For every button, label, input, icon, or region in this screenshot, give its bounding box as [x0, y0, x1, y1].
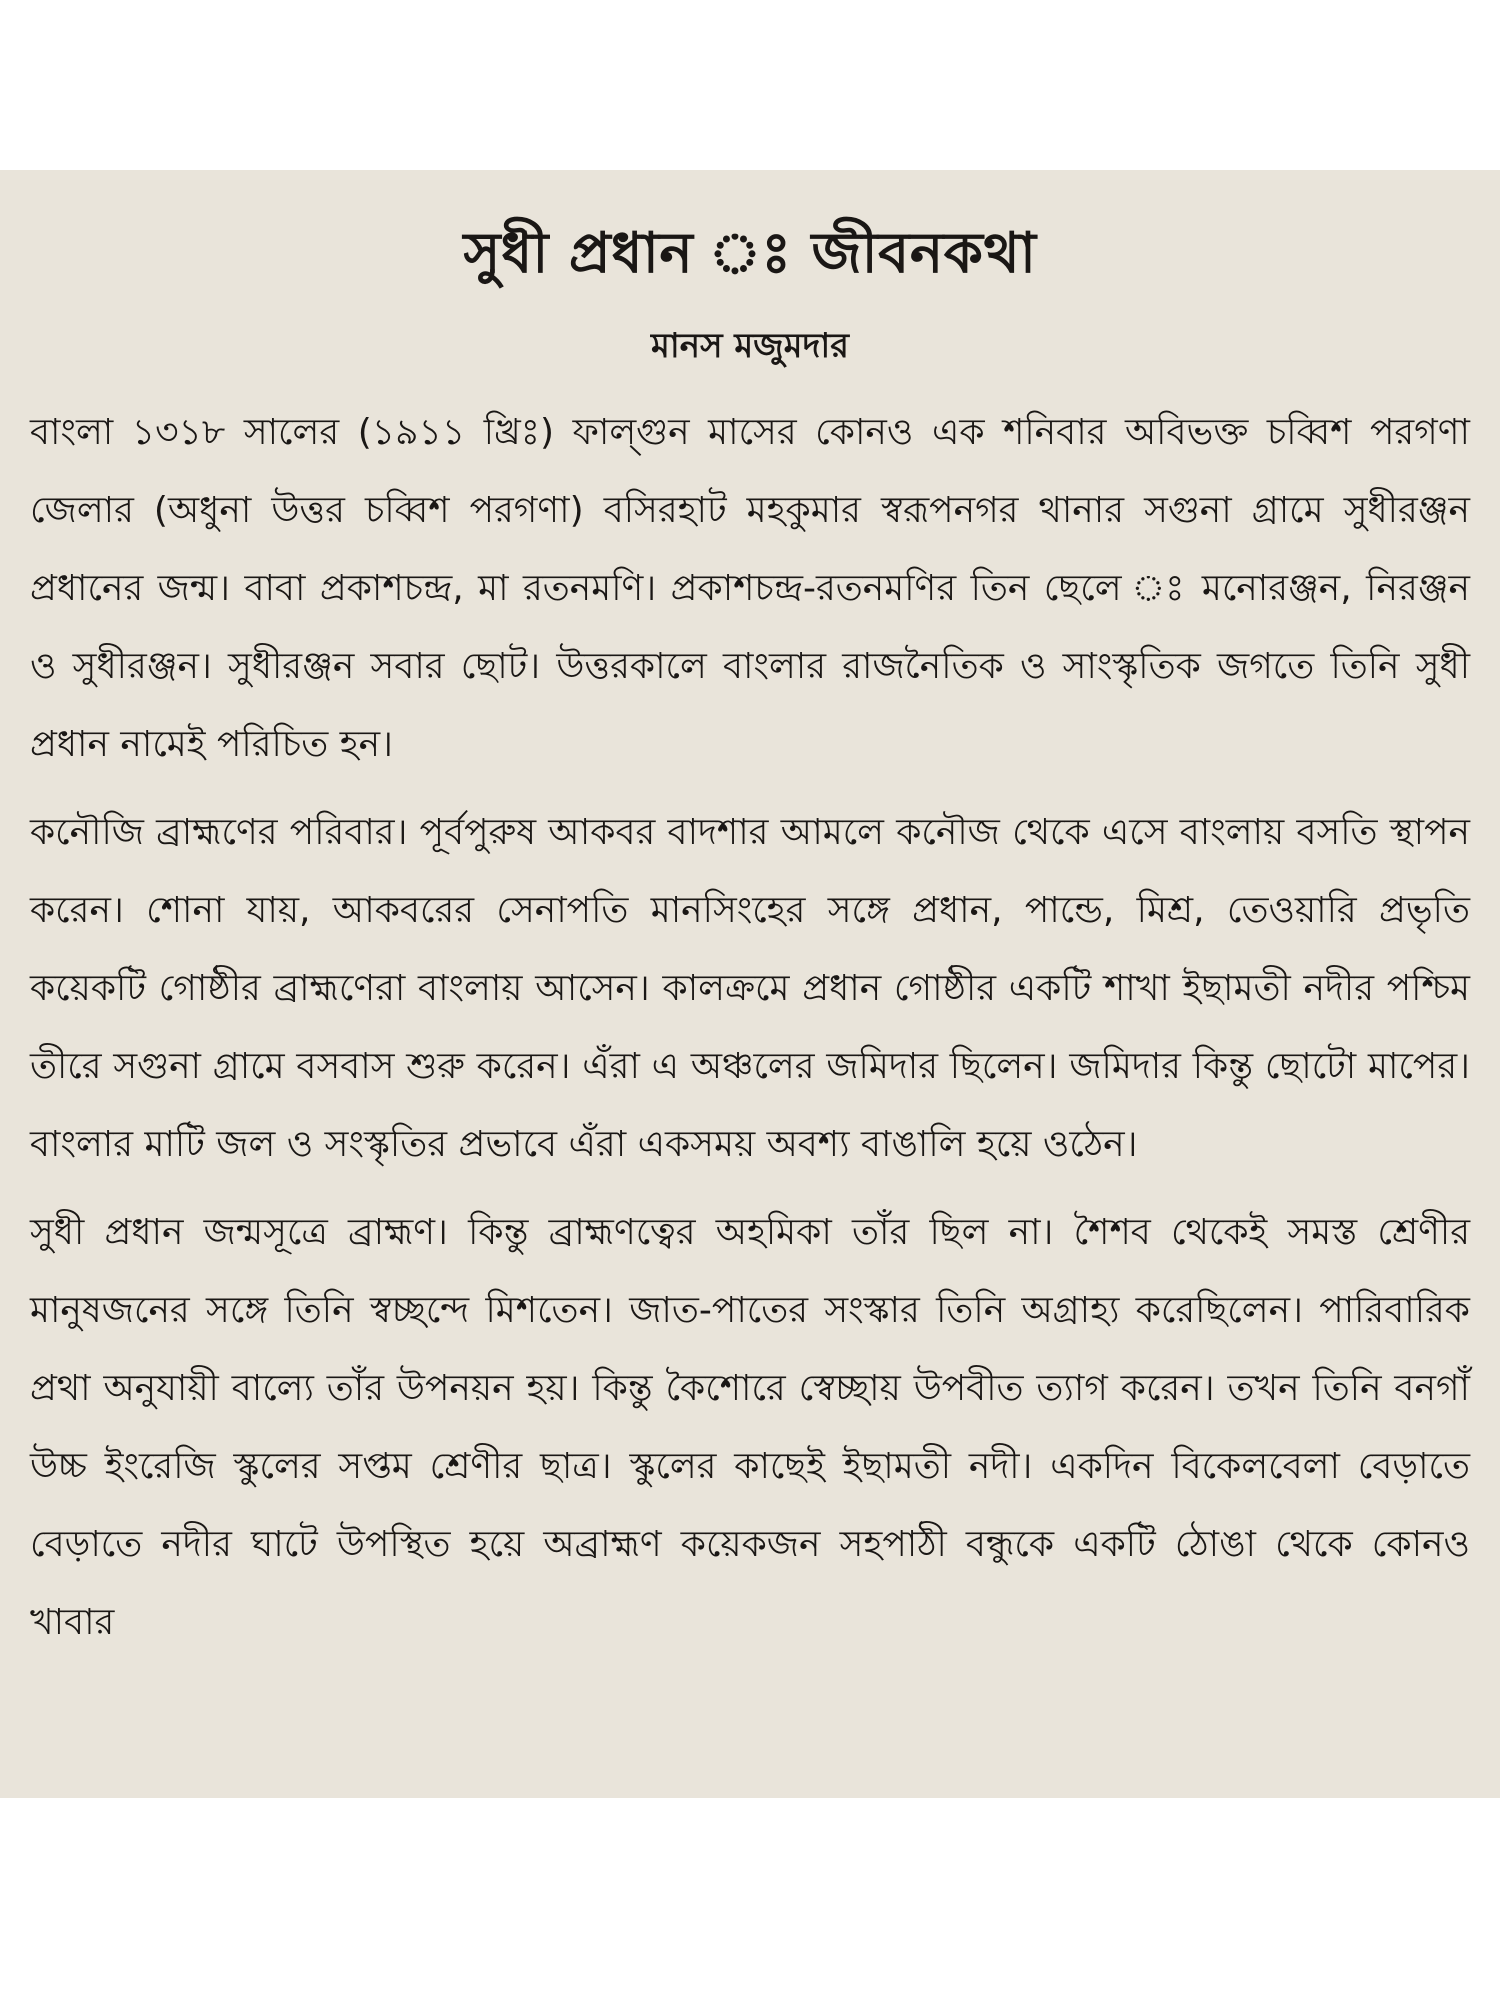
paragraph-childhood: সুধী প্রধান জন্মসূত্রে ব্রাহ্মণ। কিন্তু ব্রাহ্মণত্বের অহমিকা তাঁর ছিল না। শৈশব থেকেই সমস্ত শ্রেণীর মানুষজনের সঙ্গে তিনি স্বচ্ছন্দে মিশতেন। জাত-পাতের সংস্কার তিনি অগ্রাহ্য করেছিলেন। পারিবারিক প্রথা অনুযায়ী বাল্যে তাঁর উপনয়ন হয়। কিন্তু কৈশোরে স্বেচ্ছায় উপবীত ত্যাগ করেন। তখন তিনি বনগাঁ উচ্চ ইংরেজি স্কুলের সপ্তম শ্রেণীর ছাত্র। স্কুলের কাছেই ইছামতী নদী। একদিন বিকেলবেলা বেড়াতে বেড়াতে নদীর ঘাটে উপস্থিত হয়ে অব্রাহ্মণ কয়েকজন সহপাঠী বন্ধুকে একটি ঠোঙা থেকে কোনও খাবার: [30, 1212, 1470, 1643]
paragraph-birth: বাংলা ১৩১৮ সালের (১৯১১ খ্রিঃ) ফাল্গুন মাসের কোনও এক শনিবার অবিভক্ত চব্বিশ পরগণা জেলার (অধুনা উত্তর চব্বিশ পরগণা) বসিরহাট মহকুমার স্বরূপনগর থানার সগুনা গ্রামে সুধীরঞ্জন প্রধানের জন্ম। বাবা প্রকাশচন্দ্র, মা রতনমণি। প্রকাশচন্দ্র-রতনমণির তিন ছেলে ঃ মনোরঞ্জন, নিরঞ্জন ও সুধীরঞ্জন। সুধীরঞ্জন সবার ছোট। উত্তরকালে বাংলার রাজনৈতিক ও সাংস্কৃতিক জগতে তিনি সুধী প্রধান নামেই পরিচিত হন।: [30, 412, 1470, 765]
article-author: মানস মজুমদার: [651, 326, 849, 366]
book-page: [0, 170, 1500, 1798]
article-title: সুধী প্রধান ঃ জীবনকথা: [463, 221, 1037, 286]
paragraph-family-history: কনৌজি ব্রাহ্মণের পরিবার। পূর্বপুরুষ আকবর বাদশার আমলে কনৌজ থেকে এসে বাংলায় বসতি স্থাপন করেন। শোনা যায়, আকবরের সেনাপতি মানসিংহের সঙ্গে প্রধান, পান্ডে, মিশ্র, তেওয়ারি প্রভৃতি কয়েকটি গোষ্ঠীর ব্রাহ্মণেরা বাংলায় আসেন। কালক্রমে প্রধান গোষ্ঠীর একটি শাখা ইছামতী নদীর পশ্চিম তীরে সগুনা গ্রামে বসবাস শুরু করেন। এঁরা এ অঞ্চলের জমিদার ছিলেন। জমিদার কিন্তু ছোটো মাপের। বাংলার মাটি জল ও সংস্কৃতির প্রভাবে এঁরা একসময় অবশ্য বাঙালি হয়ে ওঠেন।: [30, 812, 1470, 1165]
article-body: [30, 394, 1470, 1662]
